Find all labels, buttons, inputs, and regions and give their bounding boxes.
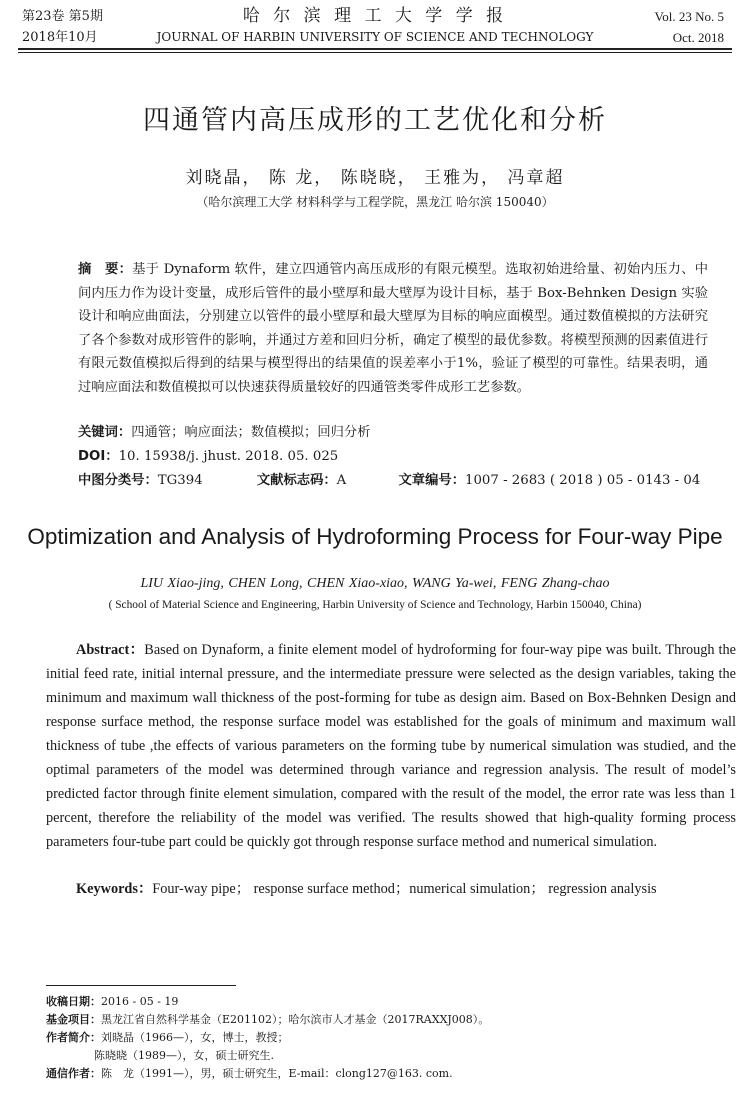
footnote-received	[46, 993, 736, 1011]
footnote-corresponding	[46, 1065, 736, 1083]
header-volume-en: Vol. 23 No. 5	[654, 9, 724, 24]
header-journal	[0, 6, 750, 48]
keywords-en-label: Keywords：	[76, 881, 153, 897]
keywords-cn-text: 四通管；响应面法；数值模拟；回归分析	[131, 425, 371, 440]
footnote-bio-cont	[46, 1047, 736, 1065]
corresponding-label: 通信作者：	[46, 1067, 101, 1080]
header-rule-thick	[18, 48, 732, 50]
keywords-en-text: Four-way pipe； response surface method；numerical simulation； regression analysis	[152, 881, 657, 897]
doc-code-value: A	[336, 473, 347, 488]
received-value: 2016 - 05 - 19	[101, 995, 179, 1008]
clc-value: TG394	[157, 473, 203, 488]
header-rule-thin	[18, 52, 732, 53]
paper-title-cn: 四通管内高压成形的工艺优化和分析	[143, 105, 607, 136]
header-volume-cn: 第23卷 第5期	[22, 9, 103, 24]
authors-en: LIU Xiao-jing, CHEN Long, CHEN Xiao-xiao, WANG Ya-wei, FENG Zhang-chao	[140, 576, 610, 591]
paper-title-en: Optimization and Analysis of Hydroforming Process for Four-way Pipe	[27, 524, 723, 549]
bio-label: 作者简介：	[46, 1031, 101, 1044]
corresponding-value: 陈 龙（1991—），男，硕士研究生，E-mail：clong127@163. com.	[101, 1067, 453, 1080]
keywords-en	[46, 878, 736, 898]
footnotes	[46, 993, 736, 1083]
header-right	[655, 6, 724, 48]
classification-line	[78, 469, 708, 488]
header-date-en: Oct. 2018	[672, 30, 724, 45]
footnote-fund	[46, 1011, 736, 1029]
abstract-en-text: Based on Dynaform, a finite element model of hydroforming for four-way pipe was built. Through the initial feed rate, initial internal pressure, and the intermediate pressure were selected as the design variables, taking the minimum and maximum wall thickness of the post-forming for tube as design aim. Based on Box-Behnken Design and response surface method, the response surface model was established for the goals of minimum and maximum wall thickness of tube ,the effects of various parameters on the forming tube by numerical simulation was studied, and the optimal parameters of the model was determined through variance and regression analysis. The result of model’s predicted factor through finite element simulation, compared with the result of the model, the error rate was less than 1 percent, therefore the reliability of the model was verified. The results showed that high-quality forming process parameters four-tube part could be quickly got through response surface method and numerical simulation.	[46, 642, 736, 850]
doi-label: DOI：	[78, 449, 119, 464]
abstract-cn-text: 基于 Dynaform 软件，建立四通管内高压成形的有限元模型。选取初始进给量、初始内压力、中间内压力作为设计变量，成形后管件的最小壁厚和最大壁厚为设计目标，基于 Box-Behnken Design 实验设计和响应曲面法，分别建立以管件的最小壁厚和最大壁厚为目标的响应面模型。通过数值模拟的方法研究了各个参数对成形管件的影响，并通过方差和回归分析，确定了模型的最优参数。将模型预测的因素值进行有限元数值模拟后得到的结果与模型得出的结果值的误差率小于1%，验证了模型的可靠性。结果表明，通过响应面法和数值模拟可以快速获得质量较好的四通管类零件成形工艺参数。	[78, 262, 708, 395]
clc-label: 中图分类号：	[78, 473, 158, 488]
abstract-cn-label: 摘 要：	[78, 262, 133, 277]
doi-line	[78, 445, 708, 464]
fund-value: 黑龙江省自然科学基金（E201102）；哈尔滨市人才基金（2017RAXXJ008）。	[101, 1013, 490, 1026]
received-label: 收稿日期：	[46, 995, 101, 1008]
article-no-value: 1007 - 2683 ( 2018 ) 05 - 0143 - 04	[465, 473, 701, 488]
footnote-rule	[46, 985, 236, 986]
keywords-cn-label: 关键词：	[78, 425, 132, 440]
journal-name-cn: 哈 尔 滨 理 工 大 学 学 报	[242, 6, 508, 26]
abstract-en-label: Abstract：	[76, 642, 145, 658]
doi-value: 10. 15938/j. jhust. 2018. 05. 025	[118, 449, 339, 464]
abstract-en	[46, 638, 736, 854]
bio-value-1: 刘晓晶（1966—），女，博士，教授；	[101, 1031, 289, 1044]
authors-cn: 刘晓晶， 陈 龙， 陈晓晓， 王雅为， 冯章超	[185, 168, 565, 188]
affiliation-en: ( School of Material Science and Engineering, Harbin University of Science and Technology, Harbin 150040, China)	[108, 599, 642, 611]
footnote-bio	[46, 1029, 736, 1047]
fund-label: 基金项目：	[46, 1013, 101, 1026]
article-no-label: 文章编号：	[398, 473, 465, 488]
keywords-cn	[78, 421, 708, 440]
header-date-cn: 2018年10月	[22, 30, 98, 45]
journal-name-en: JOURNAL OF HARBIN UNIVERSITY OF SCIENCE AND TECHNOLOGY	[156, 30, 594, 44]
affiliation-cn: （哈尔滨理工大学 材料科学与工程学院，黑龙江 哈尔滨 150040）	[196, 195, 554, 209]
bio-value-2: 陈晓晓（1989—），女，硕士研究生.	[94, 1049, 274, 1062]
doc-code-label: 文献标志码：	[256, 473, 337, 488]
abstract-cn	[78, 258, 708, 399]
